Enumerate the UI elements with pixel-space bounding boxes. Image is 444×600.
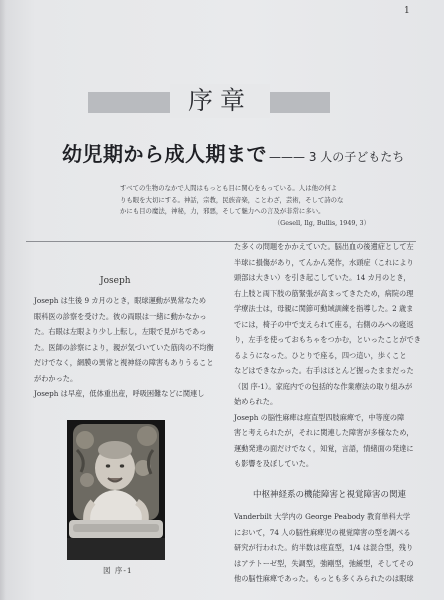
- paragraph-line: た。右眼は左眼より少し上転し，左眼で見がちであっ: [34, 327, 207, 336]
- paragraph-line: Joseph は早産，低体重出産，呼吸困難などに関連し: [34, 389, 205, 398]
- paragraph-line: 始められた。: [234, 397, 278, 406]
- section-heading: Joseph: [100, 276, 131, 286]
- paragraph-line: などはできなかった。右手はほとんど握ったままだった: [234, 366, 414, 375]
- paragraph-line: り，左手を使っておもちゃをつかむ，といったことができ: [234, 335, 421, 344]
- epigraph-citation: （Gesell, Ilg, Bullis, 1949, 3）: [273, 218, 370, 227]
- scan-shadow: [0, 0, 6, 600]
- right-column: [234, 239, 419, 472]
- main-title: [62, 138, 422, 167]
- paragraph-line: た多くの問題をかかえていた。脳出血の後遺症として左: [234, 242, 414, 251]
- main-subtitle: ——— 3 人の子どもたち: [269, 150, 405, 164]
- paragraph-line: 研究が行われた。約半数は痙直型，1/4 は混合型，残り: [234, 543, 414, 552]
- paragraph-line: るようになった。ひとりで座る，四つ這い，歩くこと: [234, 350, 407, 360]
- paragraph-line: 運動発達の面だけでなく，知覚，言語，情緒面の発達に: [234, 443, 414, 453]
- page-number: 1: [404, 6, 410, 16]
- subsection-heading: 中枢神経系の機能障害と視覚障害の関連: [253, 490, 407, 500]
- paragraph-line: だけでなく，網膜の異常と視神経の障害もありうること: [34, 358, 214, 367]
- paragraph-line: Joseph の脳性麻痺は痙直型四肢麻痺で，中等度の障: [234, 412, 405, 422]
- left-column: [34, 293, 219, 402]
- infant-photo: [67, 420, 165, 560]
- epigraph-line: すべての生物のなかで人間はもっとも目に関心をもっている。人は他の何よ: [120, 184, 338, 192]
- chapter-title: 序章: [170, 84, 270, 118]
- main-title-text: 幼児期から成人期まで: [62, 142, 267, 166]
- paragraph-line: Vanderbilt 大学内の George Peabody 教育単科大学: [234, 512, 411, 521]
- paragraph-line: 害と考えられたが，それに関連した障害が多様なため，: [234, 428, 414, 437]
- paragraph-line: も影響を及ぼしていた。: [234, 459, 314, 468]
- paragraph-line: 他の脳性麻痺であった。もっとも多くみられたのは眼球: [234, 574, 414, 583]
- paragraph-line: がわかった。: [34, 373, 78, 383]
- paragraph-line: でには，椅子の中で支えられて座る，右側のみへの寝返: [234, 319, 414, 329]
- paragraph-line: 眼科医の診察を受けた。彼の両眼は一緒に動かなかっ: [34, 311, 207, 321]
- paragraph-line: 頭部は大きい）を引き起こしていた。14 カ月のとき，: [234, 273, 411, 282]
- paragraph-line: はアテトーゼ型，失調型，強剛型，弛緩型，そしてその: [234, 558, 414, 568]
- paragraph-line: た。医師の診察により，親が気づいていた筋肉の不均衡: [34, 342, 214, 352]
- epigraph-line: かにも目の魔法，神秘，力，邪悪，そして魅力への言及が非常に多い。: [120, 207, 325, 215]
- epigraph-line: りも眼を大切にする。神話，宗教，民族音楽，ことわざ，芸術，そして詩のな: [120, 195, 344, 204]
- right-column-lower: [234, 509, 424, 587]
- paragraph-line: （図 序-1）。家庭内での包括的な作業療法の取り組みが: [234, 381, 413, 391]
- paragraph-line: 右上肢と両下肢の筋緊張が高まってきたため，病院の理: [234, 288, 414, 298]
- paragraph-line: Joseph は生後 9 カ月のとき，眼球運動が異常なため: [34, 296, 207, 305]
- epigraph: [120, 183, 370, 229]
- infant-photo-image: [67, 420, 165, 560]
- paragraph-line: において，74 人の脳性麻痺児の視覚障害の型を調べる: [234, 527, 411, 537]
- paragraph-line: 学療法士は，母親に関節可動域訓練を指導した。2 歳ま: [234, 304, 414, 313]
- figure-caption: 図 序-1: [103, 566, 133, 575]
- paragraph-line: 半球に損傷があり，てんかん発作，水頭症（これにより: [234, 257, 414, 267]
